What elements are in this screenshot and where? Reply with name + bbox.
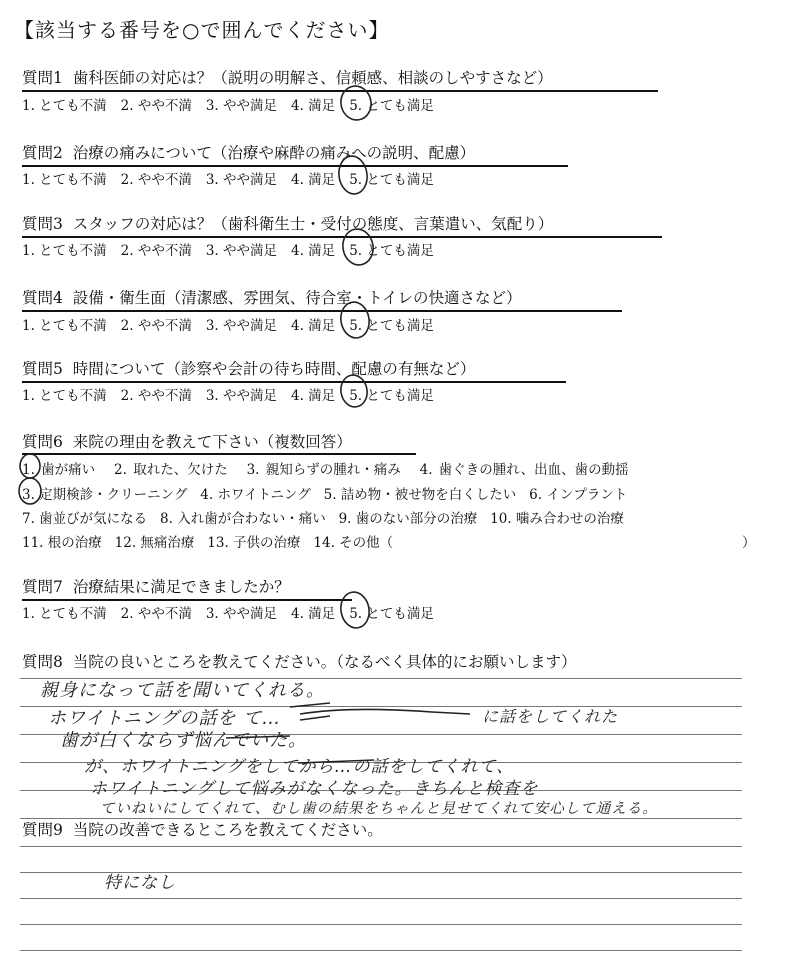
question-text: 歯科医師の対応は？（説明の明解さ、信頼感、相談のしやすさなど） <box>72 69 553 87</box>
option-5[interactable]: 5. とても満足 <box>349 606 434 622</box>
rating-options <box>22 314 448 334</box>
rating-options <box>22 239 448 259</box>
reason-item[interactable]: 14. その他（ <box>313 535 394 551</box>
reason-item[interactable]: 9. 歯のない部分の治療 <box>338 511 478 527</box>
option-3[interactable]: 3. やや満足 <box>205 318 278 334</box>
reason-item[interactable]: 3. 親知らずの腫れ・痛み <box>246 462 401 478</box>
option-2[interactable]: 2. やや不満 <box>120 243 192 259</box>
question-text: 時間について（診察や会計の待ち時間、配慮の有無など） <box>72 360 476 378</box>
answer-rule <box>20 950 742 951</box>
rating-options <box>22 94 448 114</box>
option-5[interactable]: 5. とても満足 <box>349 388 434 404</box>
option-1[interactable]: 1. とても不満 <box>22 172 107 188</box>
reason-other-close: ） <box>742 535 756 551</box>
option-4[interactable]: 4. 満足 <box>291 243 336 259</box>
answer-8-line-4: が、ホワイトニングをしてから…の話をしてくれて、 <box>84 757 515 777</box>
question-label: 質問3 <box>22 215 63 233</box>
reason-row-2 <box>22 483 627 503</box>
question-1 <box>22 66 553 88</box>
option-2[interactable]: 2. やや不満 <box>120 98 192 114</box>
reason-row-4 <box>22 531 393 551</box>
reason-item[interactable]: 12. 無痛治療 <box>114 535 195 551</box>
question-label: 質問5 <box>22 360 63 378</box>
option-1[interactable]: 1. とても不満 <box>22 318 107 334</box>
answer-8-line-3: 歯が白くならず悩んでいた。 <box>60 730 307 751</box>
reason-item[interactable]: 3. 定期検診・クリーニング <box>22 487 188 503</box>
rating-options <box>22 168 448 188</box>
option-2[interactable]: 2. やや不満 <box>120 388 192 404</box>
question-label: 質問1 <box>22 69 63 87</box>
answer-rule <box>20 846 742 847</box>
question-underline <box>22 165 568 167</box>
option-2[interactable]: 2. やや不満 <box>120 172 192 188</box>
option-4[interactable]: 4. 満足 <box>291 172 336 188</box>
option-4[interactable]: 4. 満足 <box>291 98 336 114</box>
option-1[interactable]: 1. とても不満 <box>22 388 107 404</box>
reason-item[interactable]: 5. 詰め物・被せ物を白くしたい <box>323 487 517 503</box>
question-6 <box>22 430 352 452</box>
option-2[interactable]: 2. やや不満 <box>120 606 192 622</box>
option-5[interactable]: 5. とても満足 <box>349 318 434 334</box>
option-3[interactable]: 3. やや満足 <box>205 606 278 622</box>
question-8 <box>22 650 577 672</box>
option-3[interactable]: 3. やや満足 <box>205 98 278 114</box>
reason-item[interactable]: 13. 子供の治療 <box>207 535 301 551</box>
answer-8-line-2: ホワイトニングの話を て… <box>48 708 282 729</box>
question-underline <box>22 236 662 238</box>
reason-item[interactable]: 8. 入れ歯が合わない・痛い <box>160 511 326 527</box>
question-4 <box>22 286 521 308</box>
option-1[interactable]: 1. とても不満 <box>22 98 107 114</box>
question-underline <box>22 599 352 601</box>
reason-item[interactable]: 4. 歯ぐきの腫れ、出血、歯の動揺 <box>419 462 629 478</box>
question-label: 質問2 <box>22 144 63 162</box>
question-text: 設備・衛生面（清潔感、雰囲気、待合室・トイレの快適さなど） <box>72 289 522 307</box>
answer-9-line-1: 特になし <box>104 873 176 893</box>
option-4[interactable]: 4. 満足 <box>291 606 336 622</box>
reason-item[interactable]: 1. 歯が痛い <box>22 462 96 478</box>
answer-8-line-1: 親身になって話を聞いてくれる。 <box>40 680 325 701</box>
question-text: 当院の改善できるところを教えてください。 <box>72 821 383 839</box>
question-text: 来院の理由を教えて下さい（複数回答） <box>72 433 352 451</box>
page-title: 【該当する番号を○で囲んでください】 <box>14 18 390 42</box>
rating-options <box>22 384 448 404</box>
option-1[interactable]: 1. とても不満 <box>22 243 107 259</box>
question-9 <box>22 818 383 840</box>
question-underline <box>22 310 622 312</box>
question-label: 質問9 <box>22 821 63 839</box>
question-3 <box>22 212 553 234</box>
reason-item[interactable]: 4. ホワイトニング <box>200 487 311 503</box>
question-label: 質問7 <box>22 578 63 596</box>
question-underline <box>22 90 658 92</box>
option-5[interactable]: 5. とても満足 <box>349 243 434 259</box>
option-5[interactable]: 5. とても満足 <box>349 98 434 114</box>
question-label: 質問8 <box>22 653 63 671</box>
reason-item[interactable]: 10. 噛み合わせの治療 <box>490 511 624 527</box>
option-1[interactable]: 1. とても不満 <box>22 606 107 622</box>
question-underline <box>22 381 566 383</box>
question-2 <box>22 141 475 163</box>
option-3[interactable]: 3. やや満足 <box>205 172 278 188</box>
question-text: 当院の良いところを教えてください。（なるべく具体的にお願いします） <box>72 653 577 671</box>
option-5[interactable]: 5. とても満足 <box>349 172 434 188</box>
reason-item[interactable]: 2. 取れた、欠けた <box>114 462 228 478</box>
reason-item[interactable]: 7. 歯並びが気になる <box>22 511 148 527</box>
option-3[interactable]: 3. やや満足 <box>205 243 278 259</box>
reason-row-1 <box>22 458 629 478</box>
option-2[interactable]: 2. やや不満 <box>120 318 192 334</box>
question-label: 質問4 <box>22 289 63 307</box>
answer-8-line-5: ホワイトニングして悩みがなくなった。きちんと検査を <box>90 779 539 799</box>
answer-rule <box>20 924 742 925</box>
reason-item[interactable]: 11. 根の治療 <box>22 535 102 551</box>
question-text: 治療結果に満足できましたか？ <box>72 578 290 596</box>
option-4[interactable]: 4. 満足 <box>291 318 336 334</box>
question-text: スタッフの対応は？（歯科衛生士・受付の態度、言葉遣い、気配り） <box>72 215 554 233</box>
answer-8-line-6: ていねいにしてくれて、むし歯の結果をちゃんと見せてくれて安心して通える。 <box>100 801 658 817</box>
question-label: 質問6 <box>22 433 63 451</box>
reason-item[interactable]: 6. インプラント <box>529 487 628 503</box>
answer-8-insert: に話をしてくれた <box>482 707 619 726</box>
answer-rule <box>20 898 742 899</box>
question-underline <box>22 453 416 455</box>
question-text: 治療の痛みについて（治療や麻酔の痛みへの説明、配慮） <box>72 144 476 162</box>
question-7 <box>22 575 290 597</box>
option-3[interactable]: 3. やや満足 <box>205 388 278 404</box>
rating-options <box>22 602 448 622</box>
strike-through <box>300 709 470 714</box>
reason-row-3 <box>22 507 624 527</box>
question-5 <box>22 357 475 379</box>
option-4[interactable]: 4. 満足 <box>291 388 336 404</box>
